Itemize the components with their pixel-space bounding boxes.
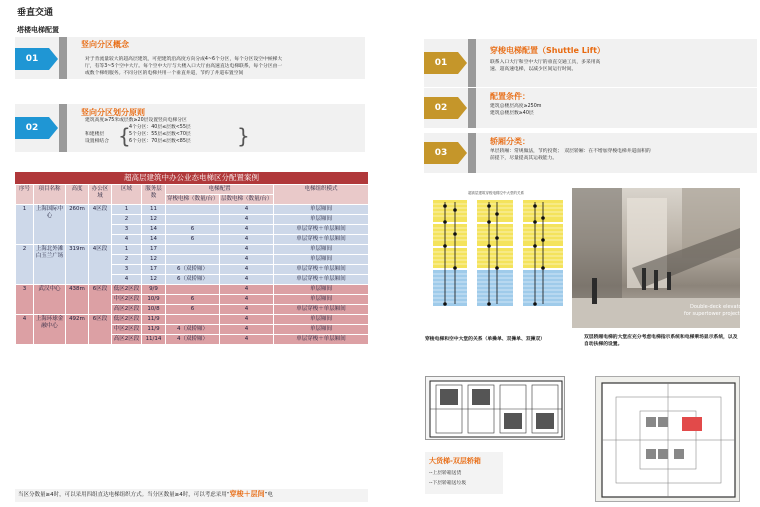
brace-close-icon: }	[237, 124, 250, 148]
condition-card	[424, 88, 757, 128]
zoning-diagram-svg	[425, 188, 567, 328]
table-row: 4 14 6 4 单层穿梭＋单层厢间	[16, 235, 369, 245]
card-title: 竖向分区划分原则	[81, 108, 145, 117]
diagram-caption: 穿梭电梯和空中大堂的关系（单操单、双操单、双操双）	[425, 337, 545, 342]
th-shuttle: 穿梭电梯（数量/台）	[166, 195, 220, 205]
table-row: 中区2区段 10/9 6 4 单层厢间	[16, 295, 369, 305]
cab-type-card	[424, 133, 757, 173]
lobby-photo-svg	[572, 188, 747, 328]
step-number-badge: 01	[15, 48, 49, 70]
floor-plan-svg	[596, 377, 741, 503]
shuttle-card	[424, 39, 757, 87]
th-seq: 序号	[16, 185, 34, 205]
divider-bar	[468, 88, 476, 128]
card-title: 穿梭电梯配置（Shuttle Lift）	[490, 46, 605, 55]
case-table	[15, 184, 369, 345]
card-text: 单层轿厢：常规做法，节约投资； 双层轿厢：在不增加穿梭电梯井道面积的 前提下，尽量提高其运载能力。	[490, 149, 651, 161]
brace-icon: {	[118, 124, 131, 148]
table-row: 2 12 4 单层厢间	[16, 215, 369, 225]
table-row: 1 上海国际中心 260m 4区段 1 11 4 单层厢间	[16, 205, 369, 215]
shuttle-zoning-diagram	[425, 188, 567, 328]
photo-overlay-text: Double-deck elevators	[690, 304, 747, 310]
card-text: 建筑高度≥75米或层数≥20层设置竖向电梯分区	[85, 118, 187, 123]
step-number-badge: 03	[424, 142, 458, 164]
th-project: 项目名称	[34, 185, 66, 205]
table-row: 中区2区段 11/9 4（双轿厢） 4 单层厢间	[16, 325, 369, 335]
table-row: 3 17 6（双轿厢） 4 单层穿梭＋单层厢间	[16, 265, 369, 275]
th-mode: 电梯组织模式	[274, 185, 369, 205]
photo-overlay-text-2: for supertower projects.	[684, 311, 744, 317]
table-row: 4 上海环球金融中心 492m 6区段 低区2区段 11/9 4 单层厢间	[16, 315, 369, 325]
zone-list: 4个分区：40层≤层数<55层 5个分区：55层≤层数<70层 6个分区：70层≤层数<85层	[129, 125, 191, 144]
th-zone: 区域	[112, 185, 142, 205]
divider-bar	[468, 39, 476, 87]
card-text: 联系入口大厅和空中大厅的垂直交通工具，多采用高 速、超高速电梯，以减少区间运行时间。	[490, 60, 601, 72]
th-elev: 电梯配置	[166, 185, 274, 195]
table-row: 3 14 6 4 单层穿梭＋单层厢间	[16, 225, 369, 235]
diagram-title: 超高层建筑穿梭电梯空中大堂的关系	[468, 191, 524, 195]
card-text: 对于肯流量较大的超高层建筑，可把建筑沿高度方向分成4~6个分区，每个分区设空中候梯大 厅，有等3~5个空中大厅。每个空中大厅与大楼入口大厅由高速直达电梯联系，每个分区由一 或数个梯组服务。不同分区的电梯共用一个垂直井道，节约了井道布置空间	[85, 57, 283, 76]
table-row: 4 12 6（双轿厢） 4 单层穿梭＋单层厢间	[16, 275, 369, 285]
th-height: 高度	[66, 185, 89, 205]
card-text-left: 和建楼层 设置相结合	[85, 132, 109, 144]
freight-elevator-note	[425, 452, 503, 494]
th-office: 办公区域	[89, 185, 112, 205]
elevator-case-table	[15, 172, 368, 345]
page-title: 垂直交通	[17, 8, 54, 18]
card-text: 建筑总楼层高度≥250m 建筑总楼层数≥40层	[490, 104, 542, 116]
plan-drawing-svg	[426, 377, 566, 441]
table-row: 3 武汉中心 438m 6区段 低区2区段 9/9 4 单层厢间	[16, 285, 369, 295]
footnote: 当区分数量≥4时，可以采用四组直达电梯组织方式。当分区数量≥4时，可以考虑采用“穿梭＋层间”电	[15, 489, 368, 502]
lobby-photo	[572, 188, 747, 328]
th-floors: 服务层数	[142, 185, 166, 205]
section-subtitle: 塔楼电梯配置	[17, 26, 59, 34]
card-title: 配置条件：	[490, 92, 530, 101]
table-title: 超高层建筑中办公业态电梯区分配置案例	[15, 172, 368, 184]
divider-bar	[468, 133, 476, 173]
card-title: 竖向分区概念	[81, 40, 129, 49]
table-row: 高区2区段 11/14 4（双轿厢） 4 单层穿梭＋单层厢间	[16, 335, 369, 345]
elevator-plan-drawing	[425, 376, 565, 440]
principle-card	[15, 104, 365, 152]
highlight-elevator	[682, 417, 702, 431]
freight-title: 大货梯-双层轿箱	[429, 457, 481, 465]
floor-plan-drawing	[595, 376, 740, 502]
concept-card	[15, 37, 365, 79]
card-title: 轿厢分类：	[490, 137, 530, 146]
step-number-badge: 02	[424, 97, 458, 119]
divider-bar	[59, 104, 67, 152]
table-row: 2 12 4 单层厢间	[16, 255, 369, 265]
table-row: 高区2区段 10/8 6 4 单层穿梭＋单层厢间	[16, 305, 369, 315]
photo-caption: 双层轿厢电梯的大堂应充分考虑电梯指示系统和电梯乘场显示系统，以及自动扶梯的设置。	[584, 335, 738, 347]
table-row: 2 上海北外滩白玉兰广场 319m 4区段 1 17 4 单层厢间	[16, 245, 369, 255]
freight-lines: --上层轿箱送货 --下层轿箱送垃圾	[429, 471, 467, 486]
divider-bar	[59, 37, 67, 79]
th-local: 层数电梯（数量/台）	[220, 195, 274, 205]
step-number-badge: 01	[424, 52, 458, 74]
step-number-badge: 02	[15, 117, 49, 139]
